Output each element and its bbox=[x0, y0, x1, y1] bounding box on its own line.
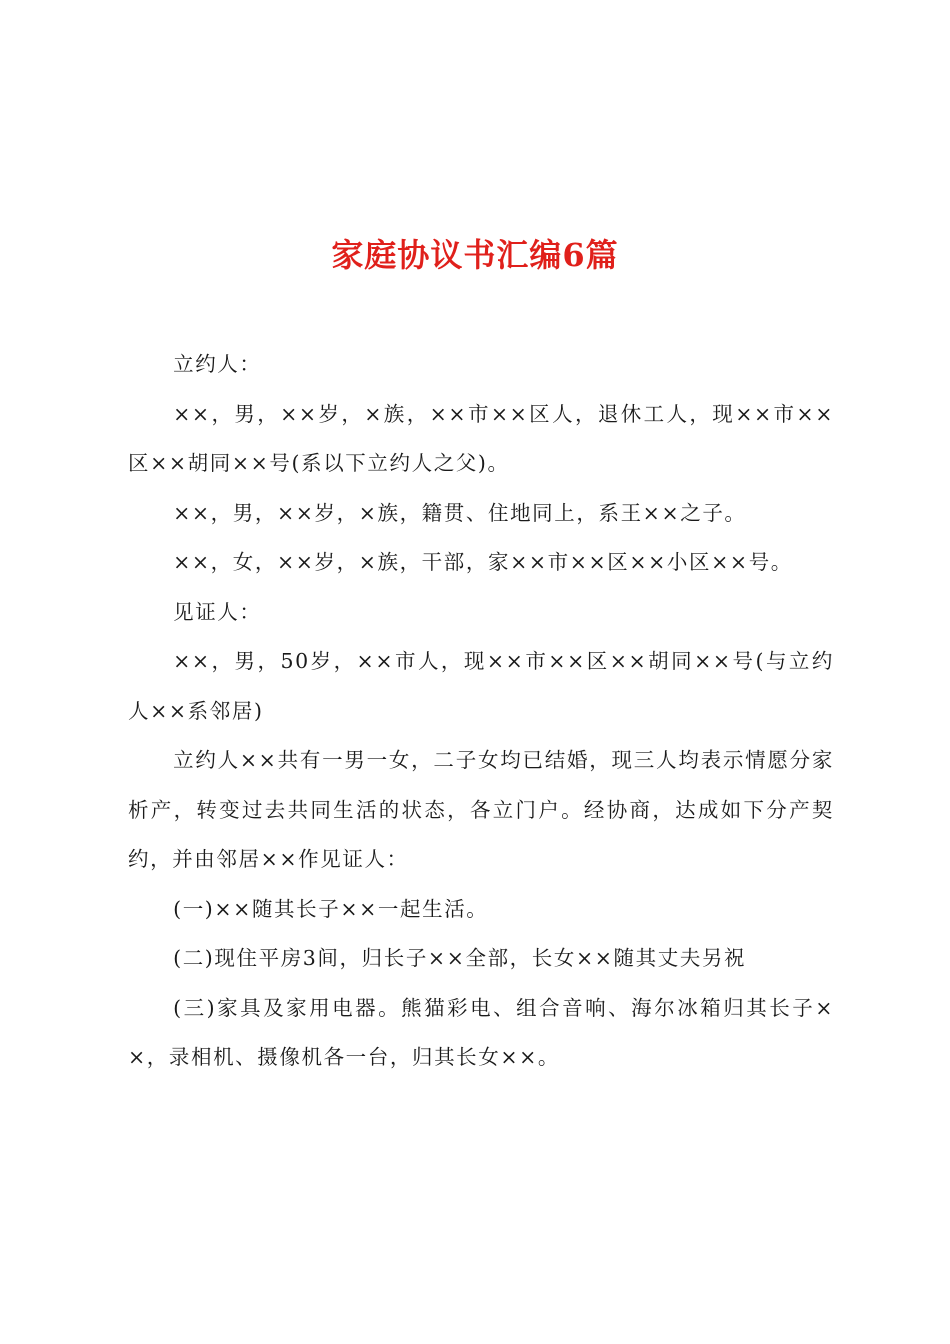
document-body bbox=[128, 340, 834, 1083]
paragraph-clause-3: (三)家具及家用电器。熊猫彩电、组合音响、海尔冰箱归其长子××，录相机、摄像机各一台，归其长女××。 bbox=[128, 995, 834, 1069]
paragraph-party-daughter: ××，女，××岁，×族，干部，家××市××区××小区××号。 bbox=[173, 550, 793, 574]
paragraph-clause-2: (二)现住平房3间，归长子××全部，长女××随其丈夫另祝 bbox=[173, 946, 747, 970]
paragraph-clause-1: (一)××随其长子××一起生活。 bbox=[173, 896, 489, 921]
paragraph-agreement-intro: 立约人××共有一男一女，二子女均已结婚，现三人均表示情愿分家析产，转变过去共同生活的状态，各立门户。经协商，达成如下分产契约，并由邻居××作见证人： bbox=[128, 748, 834, 871]
paragraph-parties-heading: 立约人： bbox=[173, 352, 262, 376]
document-title: 家庭协议书汇编6篇 bbox=[331, 236, 619, 275]
paragraph-witness: ××，男，50岁，××市人，现××市××区××胡同××号(与立约人××系邻居) bbox=[128, 649, 834, 723]
paragraph-party-son: ××，男，××岁，×族，籍贯、住地同上，系王××之子。 bbox=[173, 500, 747, 525]
paragraph-witness-heading: 见证人： bbox=[173, 599, 262, 624]
paragraph-party-father: ××，男，××岁，×族，××市××区人，退休工人，现××市××区××胡同××号(系以下立约人之父)。 bbox=[128, 401, 834, 475]
